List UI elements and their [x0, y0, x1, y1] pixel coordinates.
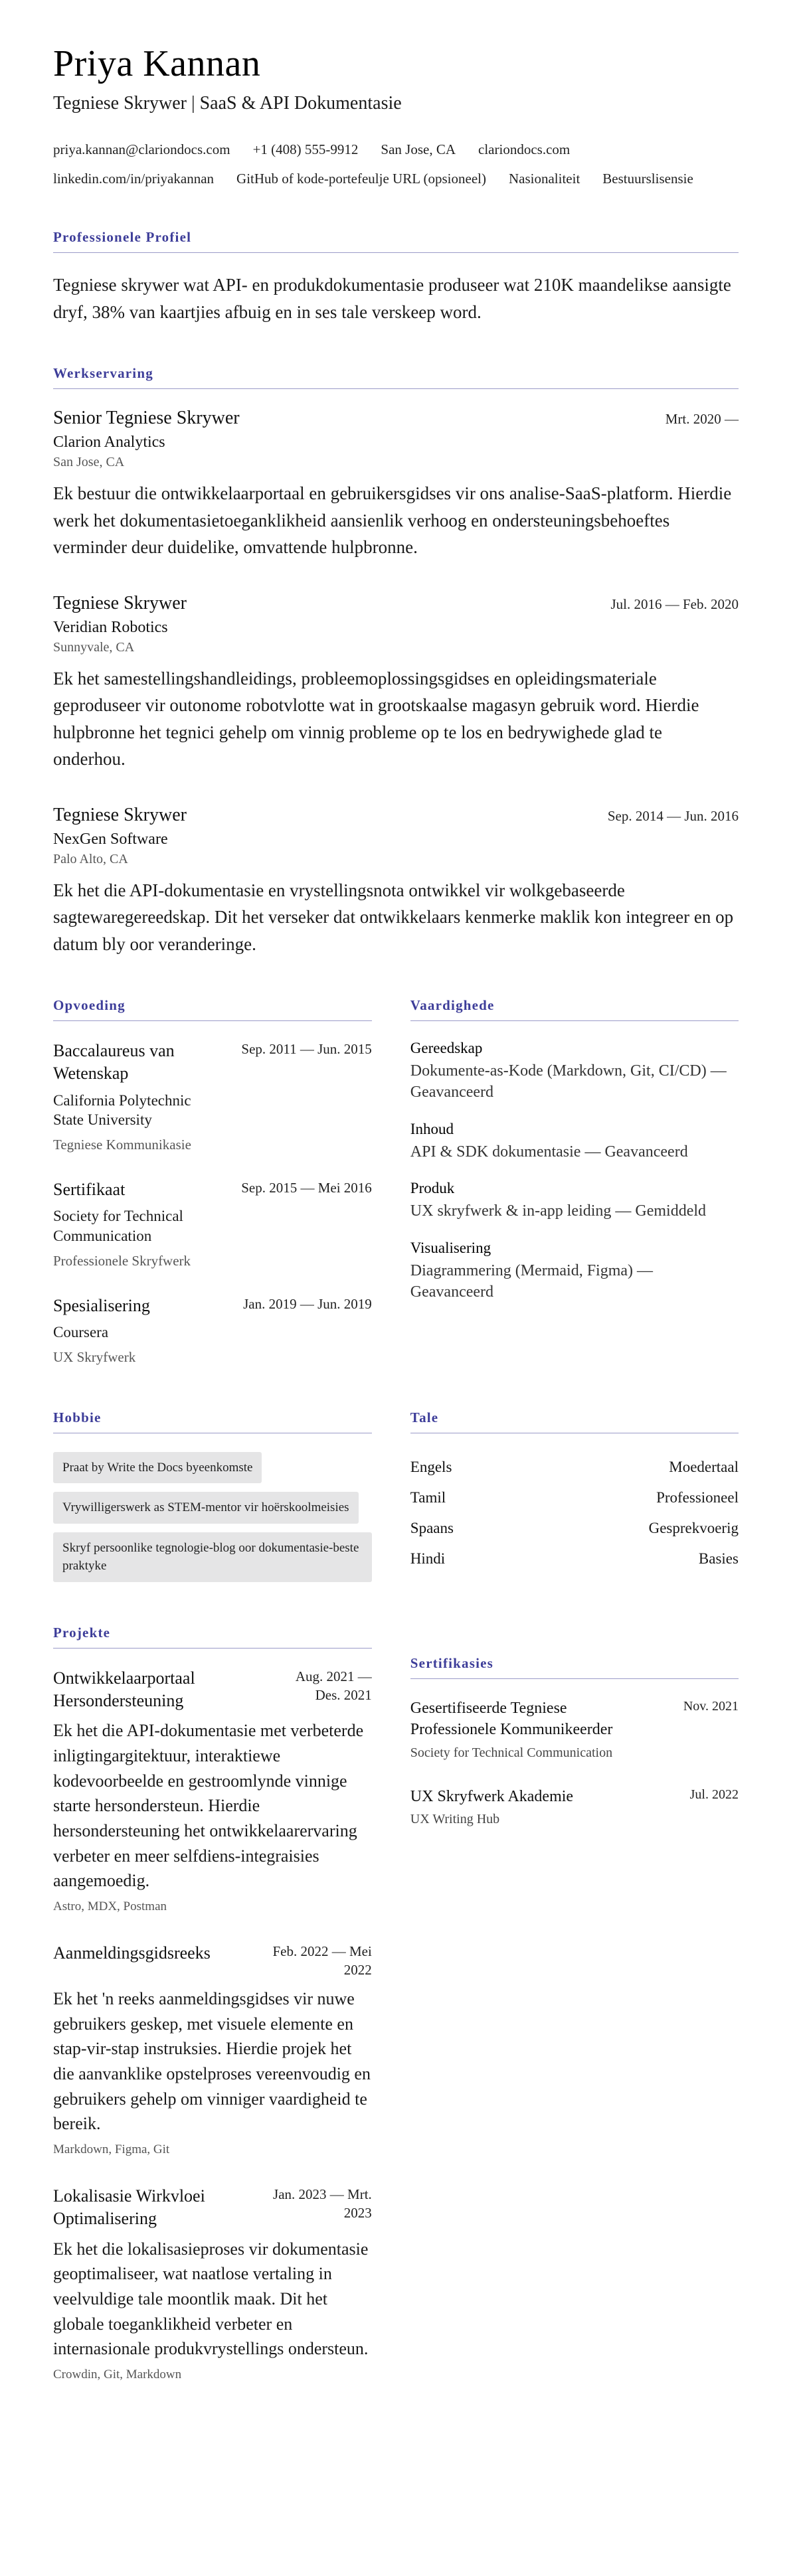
education-entry: [53, 1178, 372, 1271]
hobby-chip: Vrywilligerswerk as STEM-mentor vir hoërskoolmeisies: [53, 1492, 359, 1524]
job-location: Sunnyvale, CA: [53, 639, 135, 655]
education-org: Society for Technical Communication: [53, 1208, 183, 1245]
certification-entry: [410, 1698, 739, 1761]
experience-heading: Werkservaring: [53, 365, 739, 389]
resume-header: [53, 42, 739, 189]
education-entry: [53, 1040, 372, 1155]
section-skills: [410, 997, 739, 1367]
project-entry: [53, 1667, 372, 1914]
job-entry: [53, 408, 739, 561]
education-heading: Opvoeding: [53, 997, 372, 1021]
job-description: Ek bestuur die ontwikkelaarportaal en gebruikersgidses vir ons analise-SaaS-platform. Hierdie werk het dokumentasietoeganklikheid aansienlik verhoog en ondersteuningsbehoeftes verminder deur duidelike, omvattende hulpbronne.: [53, 483, 732, 557]
project-tools: Markdown, Figma, Git: [53, 2142, 170, 2156]
skill-item: [410, 1240, 739, 1303]
certification-title: Gesertifiseerde Tegniese Professionele Kommunikeerder: [410, 1699, 613, 1739]
language-row: [410, 1513, 739, 1544]
job-header: [53, 593, 739, 614]
person-title: Tegniese Skrywer | SaaS & API Dokumentasie: [53, 93, 402, 114]
section-certifications: [410, 1625, 739, 2382]
skills-heading: Vaardighede: [410, 997, 739, 1021]
project-description: Ek het 'n reeks aanmeldingsgidses vir nuwe gebruikers geskep, met visuele elemente en stap-vir-stap instruksies. Hierdie projek het die aanvanklike opstelproses vereenvoudig en gebruikers gehelp om vinniger vaardigheid te bereik.: [53, 1988, 371, 2134]
job-company: NexGen Software: [53, 830, 168, 848]
education-title: Sertifikaat: [53, 1179, 126, 1199]
job-location: San Jose, CA: [53, 455, 125, 469]
certification-entry: [410, 1786, 739, 1827]
hobby-chip: Skryf persoonlike tegnologie-blog oor dokumentasie-beste praktyke: [53, 1532, 372, 1582]
profile-heading: Professionele Profiel: [53, 229, 739, 253]
section-profile: [53, 229, 739, 325]
project-header: [53, 1667, 372, 1712]
project-tools: Crowdin, Git, Markdown: [53, 2367, 182, 2381]
project-title: Ontwikkelaarportaal Hersondersteuning: [53, 1668, 195, 1710]
language-level: Moedertaal: [669, 1458, 739, 1475]
two-column-area: [53, 997, 739, 2382]
project-description: Ek het die API-dokumentasie met verbeterde inligtingargitektuur, interaktiewe kodevoorbeelde en gestroomlynde vinnige starte hersondersteun. Hierdie hersondersteuning het ontwikkelaarervaring verbeter en meer selfdiens-integraisies aangemoedig.: [53, 1721, 364, 1891]
education-detail: Tegniese Kommunikasie: [53, 1137, 191, 1153]
skill-category: Produk: [410, 1180, 455, 1197]
section-experience: [53, 365, 739, 957]
contact-github-placeholder: GitHub of kode-portefeulje URL (opsioneel): [236, 170, 486, 187]
project-entry: [53, 2185, 372, 2382]
education-date: Sep. 2015 — Mei 2016: [241, 1179, 372, 1196]
contact-location: San Jose, CA: [381, 141, 456, 157]
person-name: Priya Kannan: [53, 43, 261, 84]
education-org: California Polytechnic State University: [53, 1091, 191, 1129]
certification-issuer: UX Writing Hub: [410, 1811, 500, 1826]
job-description: Ek het samestellingshandleidings, probleemoplossingsgidses en opleidingsmateriale geproduseer vir outonome robotvlotte wat in grootskaalse magasyn gebruik word. Hierdie hulpbronne het tegnici gehelp om vinnig probleme op te los en bedrywighede glad te onderhou.: [53, 668, 699, 769]
languages-heading: Tale: [410, 1409, 739, 1433]
job-date: Jul. 2016 — Feb. 2020: [610, 596, 739, 612]
contact-linkedin[interactable]: linkedin.com/in/priyakannan: [53, 170, 215, 187]
job-description: Ek het die API-dokumentasie en vrystellingsnota ontwikkel vir wolkgebaseerde sagtewaregereedskap. Dit het verseker dat ontwikkelaars kenmerke maklik kon integreer en op datum bly oor veranderinge.: [53, 880, 734, 954]
language-name: Spaans: [410, 1519, 454, 1536]
job-header: [53, 408, 739, 429]
job-header: [53, 805, 739, 826]
job-location: Palo Alto, CA: [53, 851, 128, 866]
education-main: [53, 1295, 200, 1367]
contact-driving-license: Bestuurslisensie: [602, 170, 693, 187]
job-title: Tegniese Skrywer: [53, 592, 187, 613]
skill-item: [410, 1180, 739, 1222]
certification-header: [410, 1786, 739, 1807]
language-name: Tamil: [410, 1489, 446, 1506]
profile-text: Tegniese skrywer wat API- en produkdokumentasie produseer wat 210K maandelikse aansigte dryf, 38% van kaartjies afbuig en in ses tale verskeep word.: [53, 275, 731, 322]
education-date: Sep. 2011 — Jun. 2015: [241, 1041, 372, 1057]
section-languages: [410, 1409, 739, 1582]
contact-nationality: Nasionaliteit: [508, 170, 580, 187]
contact-website[interactable]: clariondocs.com: [478, 141, 571, 157]
education-main: [53, 1178, 200, 1271]
section-education: [53, 997, 372, 1367]
skill-category: Inhoud: [410, 1120, 454, 1137]
contact-email[interactable]: priya.kannan@clariondocs.com: [53, 141, 230, 157]
certification-issuer: Society for Technical Communication: [410, 1745, 613, 1760]
project-description: Ek het die lokalisasieproses vir dokumentasie geoptimaliseer, wat naatlose vertaling in veelvuldige tale moontlik maak. Dit het globale toeganklikheid verbeter en internasionale produkvrystellings ondersteun.: [53, 2239, 369, 2359]
section-hobbies: [53, 1409, 372, 1582]
contact-phone: +1 (408) 555-9912: [252, 141, 359, 157]
certifications-heading: Sertifikasies: [410, 1655, 739, 1679]
skill-category: Visualisering: [410, 1239, 491, 1256]
language-name: Engels: [410, 1458, 452, 1475]
education-entry: [53, 1295, 372, 1367]
certification-date: Nov. 2021: [683, 1698, 739, 1714]
skill-item: [410, 1121, 739, 1163]
skill-category: Gereedskap: [410, 1040, 483, 1056]
certification-date: Jul. 2022: [689, 1787, 739, 1802]
language-row: [410, 1452, 739, 1483]
project-date: Feb. 2022 — Mei 2022: [272, 1943, 372, 1978]
project-entry: [53, 1942, 372, 2157]
skill-detail: Diagrammering (Mermaid, Figma) — Geavanceerd: [410, 1261, 654, 1301]
hobbies-heading: Hobbie: [53, 1409, 372, 1433]
education-title: Baccalaureus van Wetenskap: [53, 1041, 175, 1083]
job-entry: [53, 593, 739, 773]
language-row: [410, 1544, 739, 1574]
certification-title: UX Skryfwerk Akademie: [410, 1787, 574, 1805]
job-date: Sep. 2014 — Jun. 2016: [607, 807, 739, 824]
job-company: Veridian Robotics: [53, 618, 168, 636]
language-level: Gesprekvoerig: [648, 1519, 739, 1536]
project-date: Jan. 2023 — Mrt. 2023: [273, 2186, 372, 2221]
language-name: Hindi: [410, 1550, 446, 1567]
job-title: Senior Tegniese Skrywer: [53, 408, 240, 428]
project-header: [53, 2185, 372, 2230]
project-title: Lokalisasie Wirkvloei Optimalisering: [53, 2186, 205, 2228]
education-detail: Professionele Skryfwerk: [53, 1253, 191, 1269]
certification-header: [410, 1698, 739, 1741]
language-level: Basies: [698, 1550, 739, 1567]
projects-heading: Projekte: [53, 1625, 372, 1649]
education-org: Coursera: [53, 1324, 109, 1341]
job-entry: [53, 805, 739, 958]
education-detail: UX Skryfwerk: [53, 1349, 136, 1366]
section-projects: [53, 1625, 372, 2382]
language-level: Professioneel: [656, 1489, 739, 1506]
project-date: Aug. 2021 — Des. 2021: [295, 1668, 372, 1704]
education-main: [53, 1040, 200, 1155]
hobby-chip: Praat by Write the Docs byeenkomste: [53, 1452, 262, 1484]
skill-detail: Dokumente-as-Kode (Markdown, Git, CI/CD) — Geavanceerd: [410, 1062, 727, 1101]
education-date: Jan. 2019 — Jun. 2019: [243, 1295, 372, 1312]
job-date: Mrt. 2020 —: [665, 411, 739, 427]
job-company: Clarion Analytics: [53, 434, 165, 451]
job-title: Tegniese Skrywer: [53, 804, 187, 825]
contact-info: [53, 139, 731, 189]
education-title: Spesialisering: [53, 1295, 150, 1315]
skill-detail: API & SDK dokumentasie — Geavanceerd: [410, 1143, 688, 1161]
project-tools: Astro, MDX, Postman: [53, 1899, 167, 1914]
skill-detail: UX skryfwerk & in-app leiding — Gemiddeld: [410, 1202, 707, 1220]
project-header: [53, 1942, 372, 1980]
project-title: Aanmeldingsgidsreeks: [53, 1943, 211, 1963]
language-row: [410, 1483, 739, 1513]
skill-item: [410, 1040, 739, 1103]
